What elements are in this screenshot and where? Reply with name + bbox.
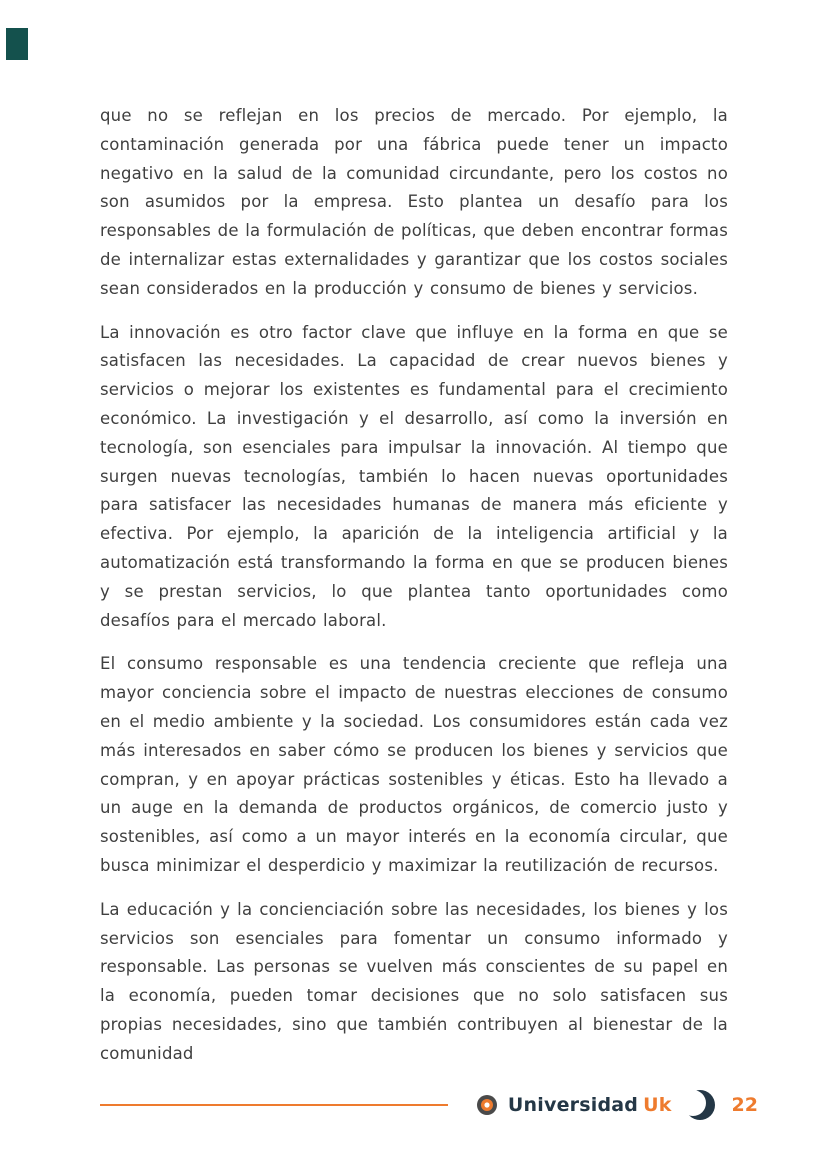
paragraph-responsible-consumption: El consumo responsable es una tendencia creciente que refleja una mayor conciencia sobre el impacto de nuestras elecciones de consumo en el medio ambiente y la sociedad. Los consumidores están cada vez más interesados en saber cómo se producen los bienes y servicios que compran, y en apoyar prácticas sostenibles y éticas. Esto ha llevado a un auge en la demanda de productos orgánicos, de comercio justo y sostenibles, así como a un mayor interés en la economía circular, que busca minimizar el desperdicio y maximizar la reutilización de recursos. xyxy=(100,654,728,875)
paragraph-education: La educación y la concienciación sobre las necesidades, los bienes y los servicios son esenciales para fomentar un consumo informado y responsable. Las personas se vuelven más conscientes de su papel en la economía, pueden tomar decisiones que no solo satisfacen sus propias necesidades, sino que también contribuyen al bienestar de la comunidad xyxy=(100,899,728,1063)
corner-mark xyxy=(6,28,28,60)
brand-text xyxy=(508,1094,672,1116)
page-body-text xyxy=(100,102,728,1084)
universidad-uk-logo xyxy=(476,1094,672,1116)
target-circle-icon xyxy=(476,1094,498,1116)
brand-name: Universidad xyxy=(507,1094,639,1116)
crescent-moon-icon xyxy=(686,1088,716,1122)
page-footer xyxy=(100,1088,758,1122)
brand-suffix: Uk xyxy=(643,1094,672,1116)
footer-divider-line xyxy=(100,1104,448,1106)
paragraph-innovation: La innovación es otro factor clave que influye en la forma en que se satisfacen las necesidades. La capacidad de crear nuevos bienes y servicios o mejorar los existentes es fundamental para el crecimiento económico. La investigación y el desarrollo, así como la inversión en tecnología, son esenciales para impulsar la innovación. Al tiempo que surgen nuevas tecnologías, también lo hacen nuevas oportunidades para satisfacer las necesidades humanas de manera más eficiente y efectiva. Por ejemplo, la aparición de la inteligencia artificial y la automatización está transformando la forma en que se producen bienes y se prestan servicios, lo que plantea tanto oportunidades como desafíos para el mercado laboral. xyxy=(100,322,728,630)
page-number: 22 xyxy=(731,1094,758,1116)
paragraph-externalities: que no se reflejan en los precios de mercado. Por ejemplo, la contaminación generada por una fábrica puede tener un impacto negativo en la salud de la comunidad circundante, pero los costos no son asumidos por la empresa. Esto plantea un desafío para los responsables de la formulación de políticas, que deben encontrar formas de internalizar estas externalidades y garantizar que los costos sociales sean considerados en la producción y consumo de bienes y servicios. xyxy=(100,106,728,298)
